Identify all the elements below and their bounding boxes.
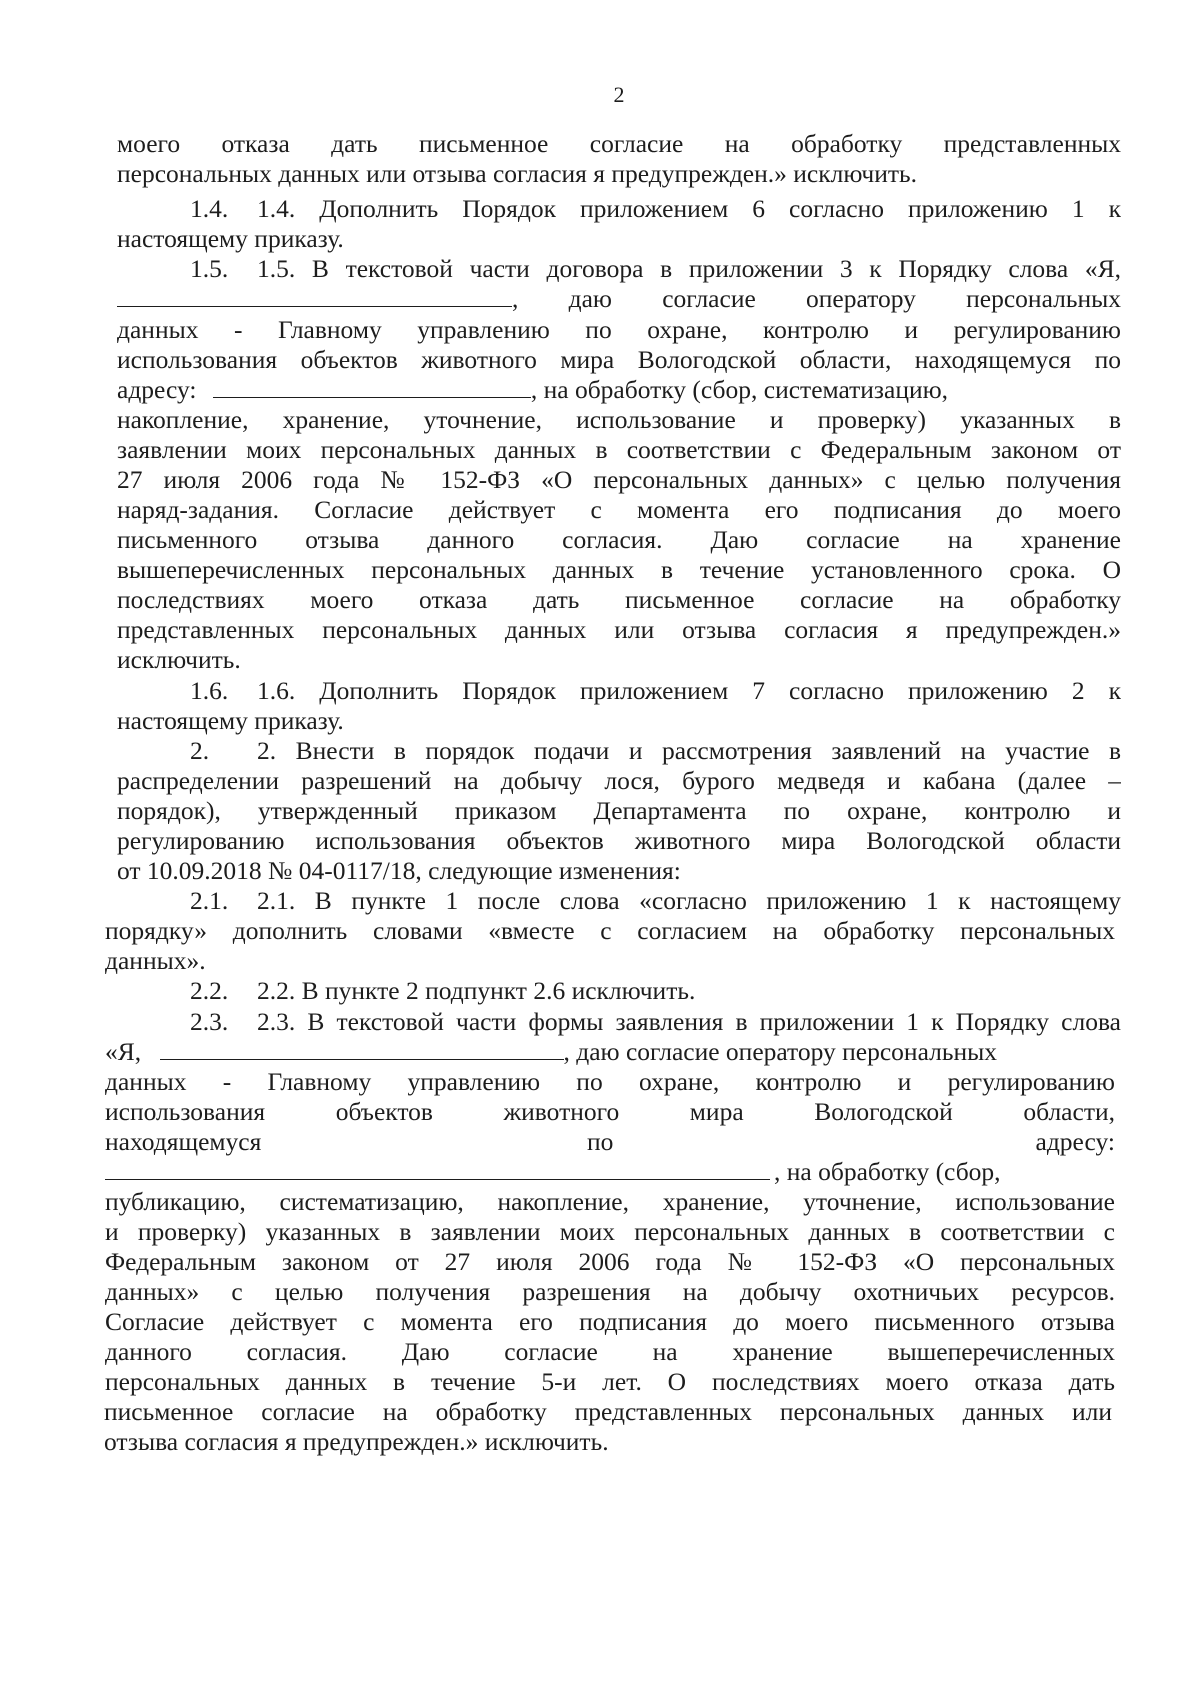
text-line: порядку» дополнить словами «вместе с согласием на обработку персональных [105, 916, 1115, 945]
text-line: публикацию, систематизацию, накопление, хранение, уточнение, использование [105, 1187, 1115, 1216]
text-line: адресу: [1035, 1127, 1115, 1156]
text-line: накопление, хранение, уточнение, использование и проверку) указанных в [117, 405, 1121, 434]
text-line: и проверку) указанных в заявлении моих персональных данных в соответствии с [105, 1217, 1115, 1246]
paragraph-1-5 [190, 253, 1121, 285]
paragraph-2 [190, 735, 1121, 767]
paragraph-1-6 [190, 675, 1121, 707]
text-line: вышеперечисленных персональных данных в течение установленного срока. О [117, 555, 1121, 584]
fill-in-blank [213, 377, 531, 398]
text-line: 2.2. В пункте 2 подпункт 2.6 исключить. [257, 976, 696, 1005]
text-line: 1.6. Дополнить Порядок приложением 7 согласно приложению 2 к [257, 676, 1121, 705]
text-line [117, 374, 1121, 406]
text-line: находящемуся [105, 1127, 262, 1156]
paragraph-2-3 [190, 1006, 1121, 1038]
text-line: письменного отзыва данного согласия. Даю согласие на хранение [117, 525, 1121, 554]
text-line: 2.1. В пункте 1 после слова «согласно приложению 1 к настоящему [257, 886, 1121, 915]
text-line: исключить. [117, 645, 241, 674]
text-line: настоящему приказу. [117, 224, 344, 253]
text-line: письменное согласие на обработку представленных персональных данных или [104, 1397, 1112, 1426]
text-line: Согласие действует с момента его подписания до моего письменного отзыва [105, 1307, 1115, 1336]
fill-in-blank [105, 1159, 770, 1180]
text-line [105, 1036, 1115, 1068]
text-line: 27 июля 2006 года № 152-ФЗ «О персональных данных» с целью получения [117, 465, 1121, 494]
text-line: использования объектов животного мира Вологодской области, находящемуся по [117, 345, 1121, 374]
text-line: порядок), утвержденный приказом Департамента по охране, контролю и [117, 796, 1121, 825]
text-line: 2.3. В текстовой части формы заявления в приложении 1 к Порядку слова [257, 1007, 1121, 1036]
paragraph-2-2 [190, 975, 1121, 1007]
fill-in-blank [160, 1039, 564, 1060]
text-line: отзыва согласия я предупрежден.» исключить. [104, 1427, 609, 1456]
clause-number: 1.4. [190, 194, 229, 223]
text-line: по [587, 1127, 614, 1156]
text-line: адресу: [117, 375, 197, 404]
text-line: данных». [105, 946, 206, 975]
text-line: от 10.09.2018 № 04-0117/18, следующие изменения: [117, 856, 681, 885]
paragraph-2-1 [190, 885, 1121, 917]
text-line: наряд-задания. Согласие действует с момента его подписания до моего [117, 495, 1121, 524]
clause-number: 2. [190, 736, 210, 765]
paragraph-1-4 [190, 193, 1121, 225]
text-line: моего отказа дать письменное согласие на обработку представленных [117, 129, 1121, 158]
clause-number: 2.2. [190, 976, 229, 1005]
text-line: регулированию использования объектов животного мира Вологодской области [117, 826, 1121, 855]
text-line: персональных данных или отзыва согласия я предупрежден.» исключить. [117, 159, 918, 188]
text-line: персональных данных в течение 5-и лет. О последствиях моего отказа дать [105, 1367, 1115, 1396]
clause-number: 1.5. [190, 254, 229, 283]
text-line: , даю согласие оператору персональных [563, 1037, 997, 1066]
page-number: 2 [613, 82, 625, 107]
text-line: последствиях моего отказа дать письменное согласие на обработку [117, 585, 1121, 614]
text-line: данного согласия. Даю согласие на хранение вышеперечисленных [105, 1337, 1115, 1366]
text-line: заявлении моих персональных данных в соответствии с Федеральным законом от [117, 435, 1121, 464]
clause-number: 1.6. [190, 676, 229, 705]
text-line: 1.5. В текстовой части договора в приложении 3 к Порядку слова «Я, [257, 254, 1121, 283]
text-line: 1.4. Дополнить Порядок приложением 6 согласно приложению 1 к [257, 194, 1121, 223]
text-line [117, 283, 1121, 315]
text-line: настоящему приказу. [117, 706, 344, 735]
clause-number: 2.3. [190, 1007, 229, 1036]
text-line: данных» с целью получения разрешения на добычу охотничьих ресурсов. [105, 1277, 1115, 1306]
text-line: «Я, [105, 1037, 142, 1066]
fill-in-blank [117, 286, 512, 307]
text-line: данных - Главному управлению по охране, контролю и регулированию [105, 1067, 1115, 1096]
text-line: , на обработку (сбор, систематизацию, [530, 375, 949, 404]
text-line: 2. Внести в порядок подачи и рассмотрения заявлений на участие в [257, 736, 1121, 765]
text-line: , даю согласие оператору персональных [512, 284, 1121, 313]
text-line: , на обработку (сбор, [774, 1157, 1001, 1186]
text-line [105, 1126, 1115, 1158]
text-line [105, 1156, 1115, 1188]
clause-number: 2.1. [190, 886, 229, 915]
text-line: Федеральным законом от 27 июля 2006 года № 152-ФЗ «О персональных [105, 1247, 1115, 1276]
text-line: представленных персональных данных или отзыва согласия я предупрежден.» [117, 615, 1121, 644]
text-line: данных - Главному управлению по охране, контролю и регулированию [117, 315, 1121, 344]
text-line: использования объектов животного мира Вологодской области, [105, 1097, 1115, 1126]
text-line: распределении разрешений на добычу лося, бурого медведя и кабана (далее – [117, 766, 1121, 795]
